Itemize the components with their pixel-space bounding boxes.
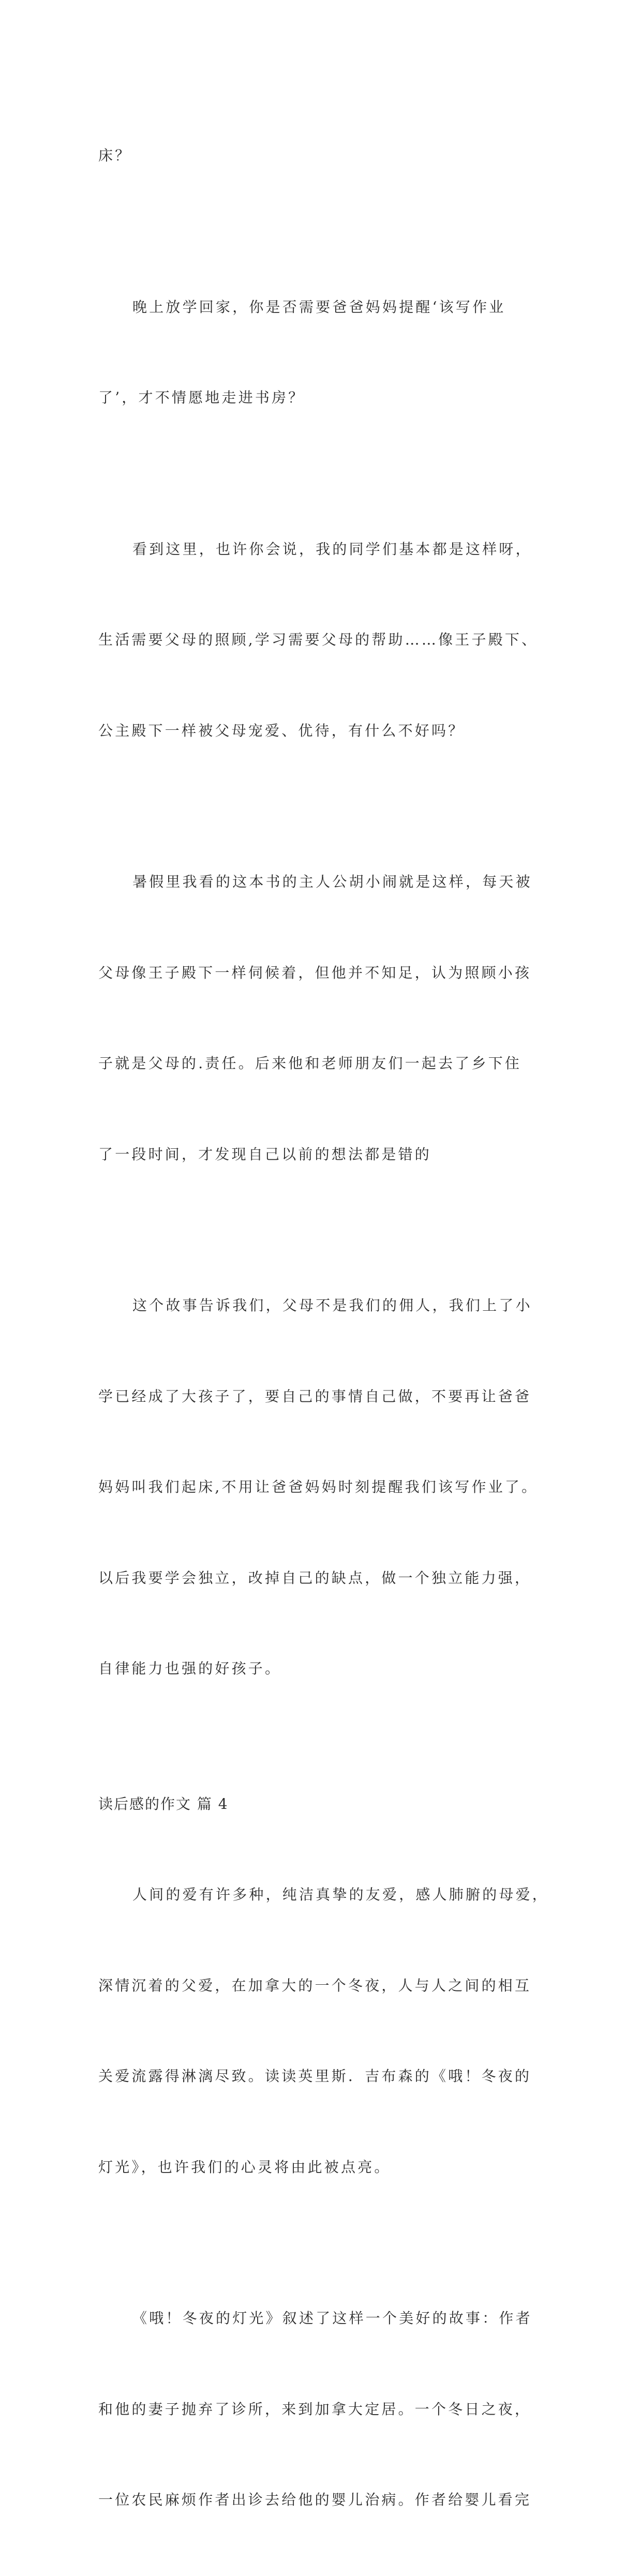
text-line: 灯光》，也许我们的心灵将由此被点亮。 (98, 2158, 391, 2176)
text-line: 晚上放学回家，你是否需要爸爸妈妈提醒‘该写作业 (132, 298, 506, 316)
paragraph-1 (98, 80, 546, 232)
text-line: 了一段时间，才发现自己以前的想法都是错的 (98, 1145, 432, 1163)
text-line: 暑假里我看的这本书的主人公胡小闹就是这样，每天被 (132, 873, 532, 890)
text-line: 公主殿下一样被父母宠爱、优待，有什么不好吗？ (98, 722, 465, 739)
text-line: 深情沉着的父爱，在加拿大的一个冬夜，人与人之间的相互 (98, 1976, 532, 1994)
text-line: 以后我要学会独立，改掉自己的缺点，做一个独立能力强， (98, 1569, 532, 1586)
text-line: 学已经成了大孩子了，要自己的事情自己做，不要再让爸爸 (98, 1387, 532, 1405)
text-line: 了’，才不情愿地走进书房？ (98, 389, 305, 406)
text-line: 生活需要父母的照顾,学习需要父母的帮助……像王子殿下、 (98, 631, 539, 648)
section-spacer (98, 1745, 546, 1789)
document-body (98, 80, 549, 2576)
paragraph-4 (98, 806, 546, 1230)
paragraph-7 (98, 2243, 546, 2576)
text-line: 和他的妻子抛弃了诊所，来到加拿大定居。一个冬日之夜， (98, 2400, 532, 2418)
text-line: 床？ (98, 147, 132, 164)
text-line: 妈妈叫我们起床,不用让爸爸妈妈时刻提醒我们该写作业了。 (98, 1478, 539, 1495)
paragraph-6 (98, 1819, 549, 2243)
text-line: 看到这里，也许你会说，我的同学们基本都是这样呀， (132, 540, 532, 558)
paragraph-3 (98, 474, 546, 807)
text-line: 一位农民麻烦作者出诊去给他的婴儿治病。作者给婴儿看完 (98, 2491, 532, 2508)
text-line: 自律能力也强的好孩子。 (98, 1660, 282, 1677)
text-line: 关爱流露得淋漓尽致。读读英里斯．吉布森的《哦！冬夜的 (98, 2068, 532, 2085)
text-line: 这个故事告诉我们，父母不是我们的佣人，我们上了小 (132, 1297, 532, 1314)
paragraph-2 (98, 232, 546, 474)
text-line: 《哦！冬夜的灯光》叙述了这样一个美好的故事：作者 (132, 2310, 532, 2327)
text-line: 人间的爱有许多种，纯洁真挚的友爱，感人肺腑的母爱， (132, 1886, 549, 1903)
text-line: 父母像王子殿下一样伺候着，但他并不知足，认为照顾小孩 (98, 964, 532, 981)
text-line: 子就是父母的.责任。后来他和老师朋友们一起去了乡下住 (98, 1055, 522, 1072)
section-heading: 读后感的作文 篇 4 (98, 1795, 229, 1813)
paragraph-5 (98, 1230, 546, 1745)
